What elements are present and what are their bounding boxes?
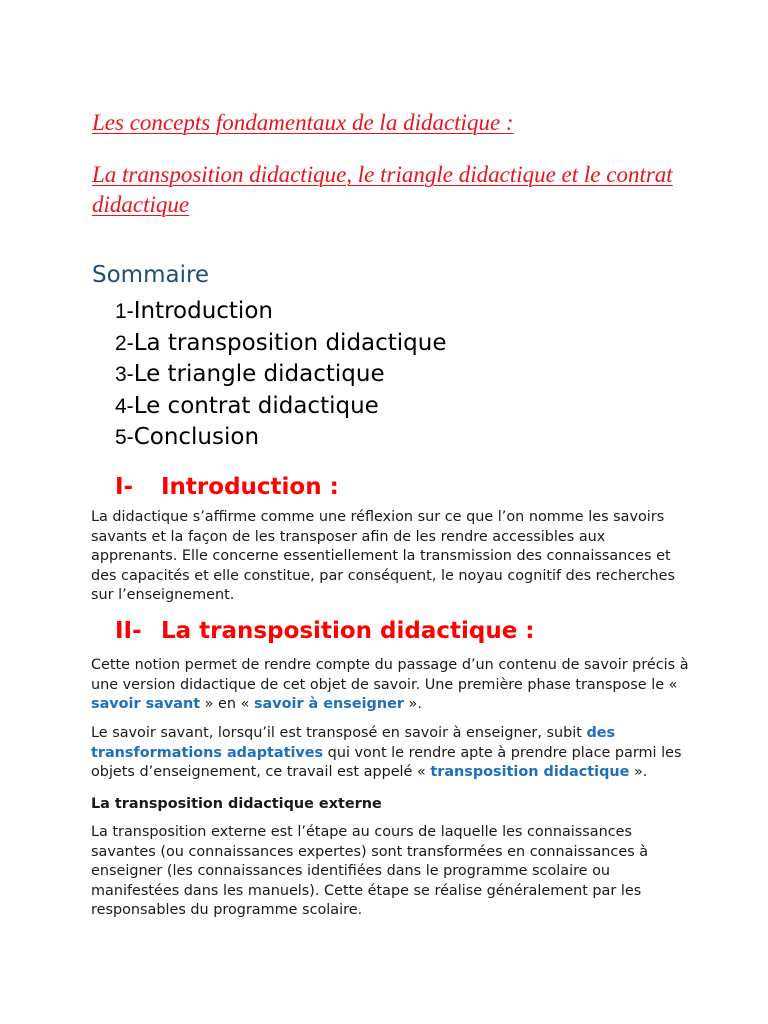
toc-item-transposition <box>115 328 447 360</box>
section-heading-transposition <box>115 616 535 646</box>
toc-item-number: 5- <box>115 426 134 449</box>
term-savoir-savant: savoir savant <box>91 696 201 713</box>
toc-item-conclusion <box>115 422 447 454</box>
section-heading-introduction <box>115 472 339 502</box>
table-of-contents <box>115 296 447 454</box>
term-savoir-a-enseigner: savoir à enseigner <box>253 696 404 713</box>
toc-item-label: Le contrat didactique <box>133 392 379 419</box>
transposition-externe-paragraph: La transposition externe est l’étape au cours de laquelle les connaissances savantes (ou connaissances expertes) sont transformées en connaissances à enseigner (les connaissances identifiées dans le programme scolaire ou manifestées dans les manuels). Cette étape se réalise généralement par les responsables du programme scolaire. <box>91 824 649 919</box>
paragraph-text: ». <box>403 696 422 713</box>
toc-item-label: Introduction <box>133 298 273 324</box>
toc-item-contrat <box>115 391 447 423</box>
paragraph-text: » en « <box>200 696 254 713</box>
toc-heading: Sommaire <box>92 262 210 288</box>
introduction-paragraph: La didactique s’affirme comme une réflexion sur ce que l’on nomme les savoirs savants et la façon de les transposer afin de les rendre accessibles aux apprenants. Elle concerne essentiellement la transmission des connaissances et des capacités et elle constitue, par conséquent, le noyau cognitif des recherches sur l’enseignement. <box>91 509 675 604</box>
paragraph-text: Le savoir savant, lorsqu’il est transposé en savoir à enseigner, subit <box>91 725 587 741</box>
section-title: Introduction : <box>161 474 339 500</box>
transposition-paragraph-1 <box>91 656 691 715</box>
toc-item-number: 2- <box>115 331 134 355</box>
toc-item-label: Conclusion <box>133 424 260 450</box>
document-title: Les concepts fondamentaux de la didactique : <box>92 110 514 135</box>
toc-item-introduction <box>115 296 447 328</box>
term-transposition-didactique: transposition didactique <box>430 764 630 781</box>
paragraph-text: Cette notion permet de rendre compte du passage d’un contenu de savoir précis à une version didactique de cet objet de savoir. Une première phase transpose le « <box>91 657 689 693</box>
toc-item-number: 4- <box>115 394 134 418</box>
toc-item-number: 3- <box>115 363 134 386</box>
toc-item-number: 1- <box>115 300 134 323</box>
toc-item-label: Le triangle didactique <box>133 361 385 387</box>
toc-item-label: La transposition didactique <box>133 329 447 356</box>
section-number: II- <box>115 618 142 644</box>
section-title: La transposition didactique : <box>161 618 535 644</box>
paragraph-text: ». <box>629 764 648 781</box>
subheading-transposition-externe: La transposition didactique externe <box>91 796 382 812</box>
document-subtitle: La transposition didactique, le triangle didactique et le contrat didactique <box>92 162 673 217</box>
transposition-paragraph-2 <box>91 724 691 783</box>
term-transformations-adaptatives: des transformations adaptatives <box>91 725 616 761</box>
section-number: I- <box>115 474 134 500</box>
paragraph-text: qui vont le rendre apte à prendre place parmi les objets d’enseignement, ce travail est appelé « <box>91 744 682 781</box>
toc-item-triangle <box>115 359 447 391</box>
